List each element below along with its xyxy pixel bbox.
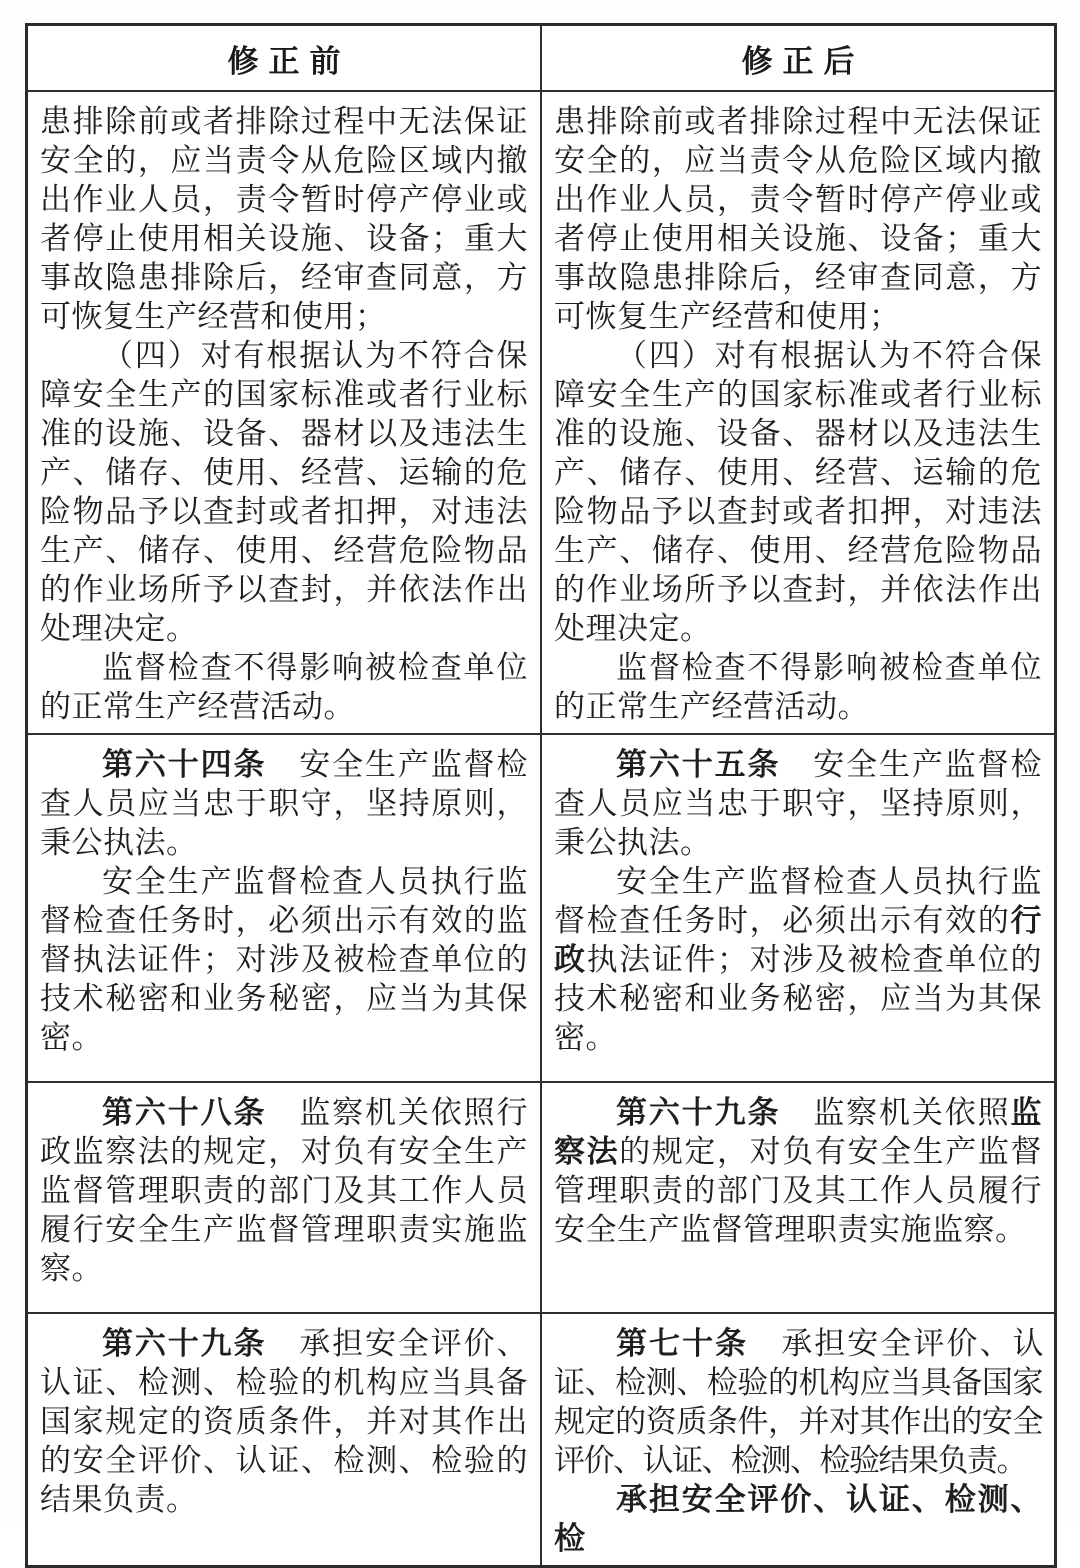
cell-row4-after <box>541 1313 1056 1567</box>
paragraph <box>40 103 528 337</box>
table-row <box>27 734 1056 1082</box>
table-row <box>27 1313 1056 1567</box>
cell-row4-before <box>27 1313 542 1567</box>
paragraph <box>40 649 528 727</box>
paragraph <box>554 1325 1042 1481</box>
cell-row1-after <box>541 91 1056 734</box>
paragraph <box>554 1094 1042 1250</box>
body-text-run: 承担安全评价、认证、检测、检验的机构应当具备国家规定的资质条件，并对其作出的安全评价、认证、检测、检验结果负责。 <box>554 1326 1043 1479</box>
cell-content <box>554 746 1042 1058</box>
cell-content <box>40 1094 528 1289</box>
body-text-run: 监督检查不得影响被检查单位的正常生产经营活动。 <box>554 650 1042 725</box>
body-text-run: 患排除前或者排除过程中无法保证安全的，应当责令从危险区域内撤出作业人员，责令暂时停产停业或者停止使用相关设施、设备；重大事故隐患排除后，经审查同意，方可恢复生产经营和使用； <box>40 104 528 335</box>
amendment-bold-text: 第六十四条 <box>102 747 267 783</box>
paragraph <box>40 746 528 863</box>
body-text-run: （四）对有根据认为不符合保障安全生产的国家标准或者行业标准的设施、设备、器材以及违法生产、储存、使用、经营、运输的危险物品予以查封或者扣押，对违法生产、储存、使用、经营危险物品的作业场所予以查封，并依法作出处理决定。 <box>40 338 528 647</box>
body-text-run: 患排除前或者排除过程中无法保证安全的，应当责令从危险区域内撤出作业人员，责令暂时停产停业或者停止使用相关设施、设备；重大事故隐患排除后，经审查同意，方可恢复生产经营和使用； <box>554 104 1042 335</box>
cell-content <box>40 1325 528 1520</box>
cell-content <box>40 746 528 1058</box>
cell-row3-after <box>541 1082 1056 1313</box>
header-after-label: 修正后 <box>741 43 865 80</box>
body-text-run: 安全生产监督检查人员执行监督检查任务时，必须出示有效的 <box>554 864 1042 939</box>
cell-row2-before <box>27 734 542 1082</box>
body-text-run: 承担安全评价、认证、检测、检验的机构应当具备国家规定的资质条件，并对其作出的安全评价、认证、检测、检验的结果负责。 <box>40 1326 528 1518</box>
header-row <box>27 25 1056 92</box>
body-text-run: 安全生产监督检查人员应当忠于职守，坚持原则，秉公执法。 <box>554 747 1042 861</box>
body-text-run: （四）对有根据认为不符合保障安全生产的国家标准或者行业标准的设施、设备、器材以及违法生产、储存、使用、经营、运输的危险物品予以查封或者扣押，对违法生产、储存、使用、经营危险物品的作业场所予以查封，并依法作出处理决定。 <box>554 338 1042 647</box>
amendment-bold-text: 第六十九条 <box>616 1095 781 1131</box>
table-row <box>27 1082 1056 1313</box>
amendment-bold-text: 第六十八条 <box>102 1095 267 1131</box>
cell-row2-after <box>541 734 1056 1082</box>
header-before-label: 修正前 <box>227 43 351 80</box>
paragraph <box>554 746 1042 863</box>
amendment-bold-text: 承担安全评价、认证、检测、检 <box>554 1482 1042 1557</box>
header-before <box>27 25 542 92</box>
amendment-bold-text: 第六十五条 <box>616 747 781 783</box>
paragraph <box>40 1325 528 1520</box>
paragraph <box>554 103 1042 337</box>
cell-content <box>554 1325 1042 1559</box>
cell-row3-before <box>27 1082 542 1313</box>
paragraph <box>40 1094 528 1289</box>
amendment-bold-text: 第六十九条 <box>102 1326 267 1362</box>
body-text-run: 安全生产监督检查人员执行监督检查任务时，必须出示有效的监督执法证件；对涉及被检查单位的技术秘密和业务秘密，应当为其保密。 <box>40 864 528 1056</box>
body-text-run: 执法证件；对涉及被检查单位的技术秘密和业务秘密，应当为其保密。 <box>554 942 1043 1056</box>
header-after <box>541 25 1056 92</box>
amendment-bold-text: 行政 <box>554 903 1042 978</box>
cell-content <box>40 103 528 727</box>
body-text-run: 监督检查不得影响被检查单位的正常生产经营活动。 <box>40 650 528 725</box>
table-row <box>27 91 1056 734</box>
paragraph <box>554 337 1042 649</box>
amendment-bold-text: 监察法 <box>554 1095 1042 1170</box>
paragraph <box>554 649 1042 727</box>
body-text-run: 监察机关依照 <box>780 1095 1011 1131</box>
paragraph <box>554 863 1042 1058</box>
paragraph <box>40 863 528 1058</box>
cell-content <box>554 103 1042 727</box>
body-text-run: 的规定，对负有安全生产监督管理职责的部门及其工作人员履行安全生产监督管理职责实施监察。 <box>554 1134 1043 1248</box>
amendment-bold-text: 第七十条 <box>616 1326 749 1362</box>
body-text-run: 安全生产监督检查人员应当忠于职守，坚持原则，秉公执法。 <box>40 747 528 861</box>
paragraph <box>40 337 528 649</box>
cell-content <box>554 1094 1042 1250</box>
body-text-run: 监察机关依照行政监察法的规定，对负有安全生产监督管理职责的部门及其工作人员履行安全生产监督管理职责实施监察。 <box>40 1095 528 1287</box>
amendment-comparison-table <box>25 23 1057 1568</box>
paragraph <box>554 1481 1042 1559</box>
cell-row1-before <box>27 91 542 734</box>
